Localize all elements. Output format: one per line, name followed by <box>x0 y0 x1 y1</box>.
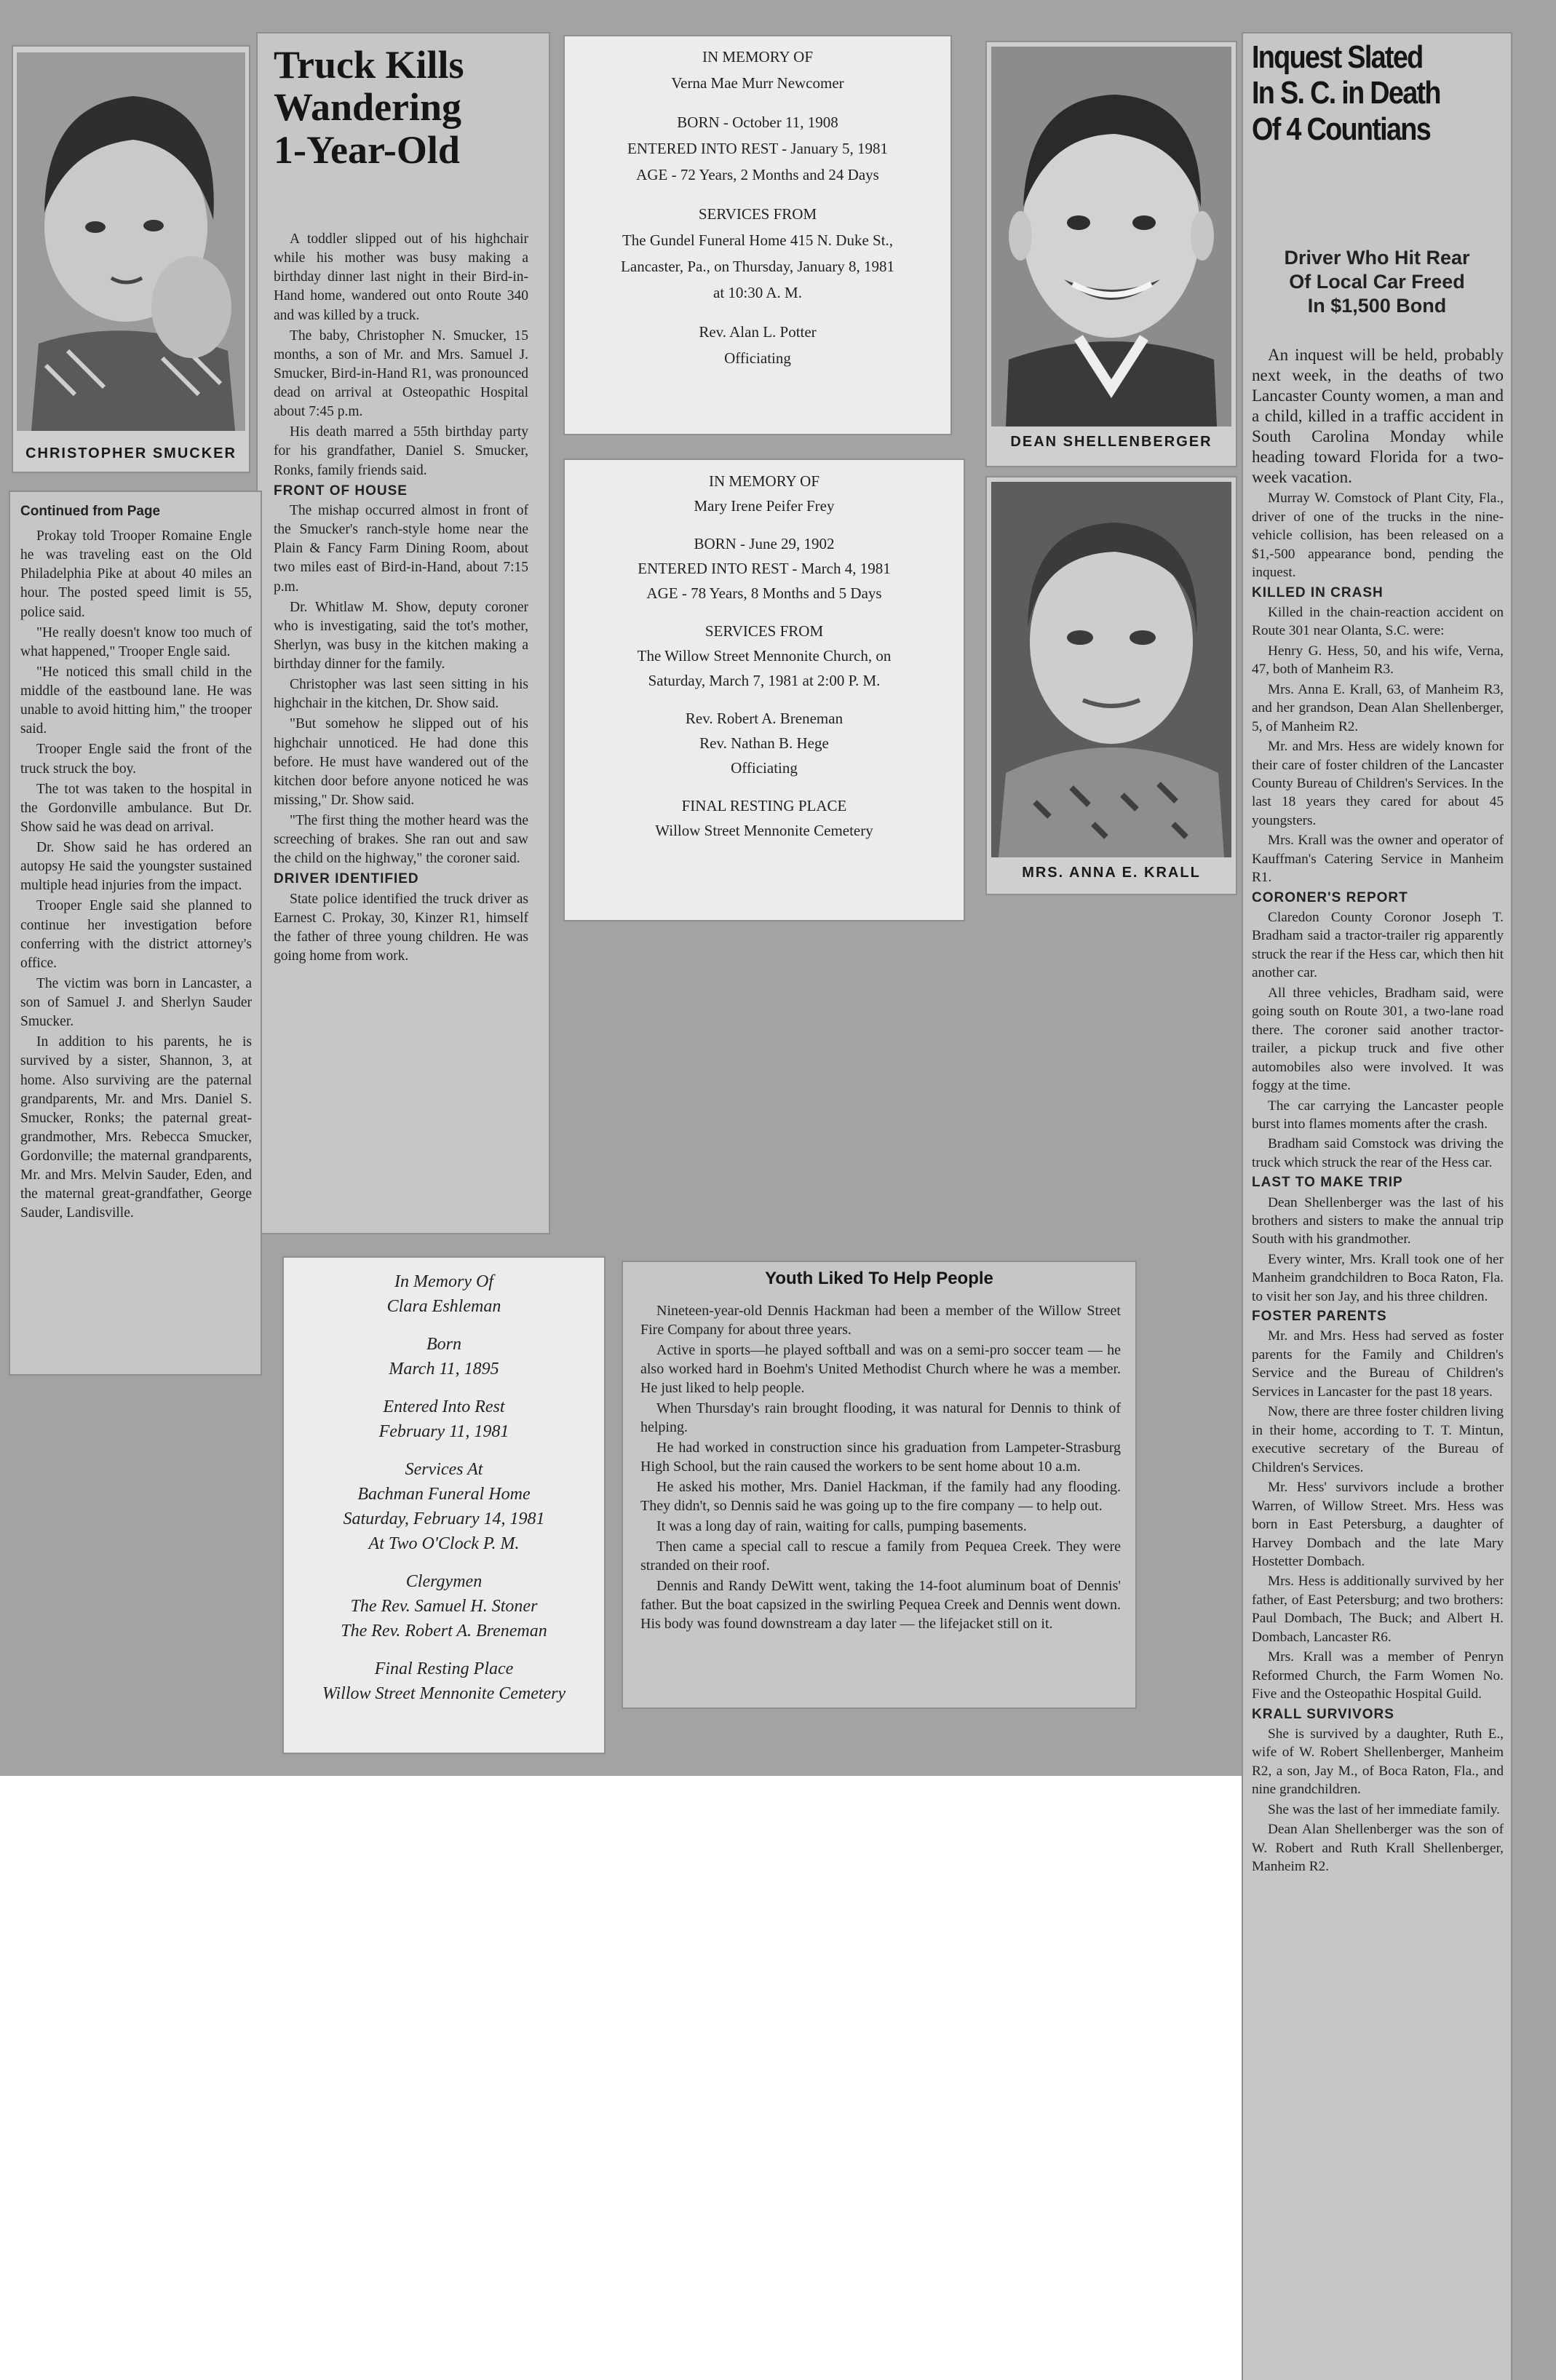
article-paragraph: Mr. and Mrs. Hess had served as foster parents for the Family and Children's Service and the Bureau of Children's Services in Lancaster for the past 18 years. <box>1252 1328 1504 1400</box>
article-paragraph: "He really doesn't know too much of what happened," Trooper Engle said. <box>20 624 252 659</box>
card-line: at 10:30 A. M. <box>713 284 802 301</box>
memorial-card-eshleman <box>284 1258 604 1753</box>
card-line: At Two O'Clock P. M. <box>368 1534 520 1553</box>
card-line: IN MEMORY OF <box>708 472 820 490</box>
card-line: March 11, 1895 <box>389 1360 499 1379</box>
smucker-photo-clipping <box>13 47 249 472</box>
article-paragraph: Mr. Hess' survivors include a brother Warren, of Willow Street. Mrs. Hess was born in East Petersburg, a daughter of Harvey Dombach and the late Mary Hostetter Dombach. <box>1252 1480 1504 1570</box>
article-paragraph: Henry G. Hess, 50, and his wife, Verna, 47, both of Manheim R3. <box>1252 643 1504 678</box>
section-subhead: LAST TO MAKE TRIP <box>1252 1175 1403 1191</box>
article-paragraph: All three vehicles, Bradham said, were going south on Route 301, a two-lane road there. The coroner said another tractor-trailer, a pickup truck and five other automobiles also were involved. It was foggy at the time. <box>1252 985 1504 1094</box>
card-spacer <box>284 1444 604 1457</box>
card-spacer <box>565 606 964 619</box>
inquest-article-subhead: Driver Who Hit Rear Of Local Car Freed In $1,500 Bond <box>1284 247 1470 317</box>
card-line: AGE - 72 Years, 2 Months and 24 Days <box>636 166 879 183</box>
truck-article-body <box>274 230 528 967</box>
card-line: Saturday, March 7, 1981 at 2:00 P. M. <box>648 672 881 689</box>
article-paragraph: Trooper Engle said she planned to continue her investigation before conferring with the district attorney's office. <box>20 898 252 971</box>
inquest-article-clipping <box>1243 33 1511 2380</box>
article-paragraph: When Thursday's rain brought flooding, it was natural for Dennis to think of helping. <box>640 1400 1121 1435</box>
card-line: Services At <box>405 1460 483 1479</box>
card-line: February 11, 1981 <box>378 1422 509 1441</box>
article-paragraph: Prokay told Trooper Romaine Engle he was traveling east on the Old Philadelphia Pike at about 40 miles an hour. The posted speed limit is 55, police said. <box>20 528 252 620</box>
article-paragraph: Bradham said Comstock was driving the truck which struck the rear of the Hess car. <box>1252 1136 1504 1170</box>
article-paragraph: Killed in the chain-reaction accident on Route 301 near Olanta, S.C. were: <box>1252 604 1504 639</box>
card-line: SERVICES FROM <box>698 205 817 223</box>
article-paragraph: Active in sports—he played softball and was on a semi-pro soccer team — he also worked hard in Boehm's United Methodist Church where he was a member. He just liked to help people. <box>640 1342 1121 1396</box>
article-paragraph: Mr. and Mrs. Hess are widely known for their care of foster children of the Lancaster County Bureau of Children's Services. In the last 18 years they cared for about 45 youngsters. <box>1252 739 1504 828</box>
card-line: Rev. Nathan B. Hege <box>699 734 829 752</box>
article-paragraph: The baby, Christopher N. Smucker, 15 months, a son of Mr. and Mrs. Samuel J. Smucker, Bird-in-Hand R1, was pronounced dead on arrival at Osteopathic Hospital about 7:45 p.m. <box>274 328 528 420</box>
smucker-portrait <box>17 52 245 431</box>
card-line: Born <box>426 1335 461 1354</box>
article-paragraph: Dean Shellenberger was the last of his brothers and sisters to make the annual trip South with his grandmother. <box>1252 1194 1504 1247</box>
card-line: Rev. Robert A. Breneman <box>685 710 844 727</box>
article-paragraph: His death marred a 55th birthday party for his grandfather, Daniel S. Smucker, Ronks, family friends said. <box>274 424 528 478</box>
memorial-card-frey-text <box>565 469 964 843</box>
article-paragraph: Claredon County Coronor Joseph T. Bradham said a tractor-trailer rig apparently struck the rear if the Hess car, which then hit another car. <box>1252 909 1504 981</box>
section-subhead: FOSTER PARENTS <box>1252 1309 1387 1325</box>
article-paragraph: The mishap occurred almost in front of the Smucker's ranch-style home near the Plain & Fancy Farm Dining Room, about two miles east of Bird-in-Hand, about 7:15 p.m. <box>274 503 528 595</box>
card-spacer <box>565 780 964 793</box>
card-line: FINAL RESTING PLACE <box>681 797 847 814</box>
card-line: Officiating <box>731 759 798 777</box>
card-line: Willow Street Mennonite Cemetery <box>322 1684 566 1703</box>
article-paragraph: Mrs. Krall was a member of Penryn Reformed Church, the Farm Women No. Five and the Osteopathic Hospital Guild. <box>1252 1649 1504 1702</box>
card-spacer <box>284 1381 604 1395</box>
truck-article-clipping <box>258 33 549 1233</box>
article-paragraph: It was a long day of rain, waiting for calls, pumping basements. <box>656 1518 1027 1534</box>
card-line: Final Resting Place <box>374 1659 514 1678</box>
card-line: In Memory Of <box>394 1272 493 1291</box>
card-line: IN MEMORY OF <box>702 48 814 66</box>
card-line: The Rev. Robert A. Breneman <box>341 1622 547 1641</box>
article-paragraph: Trooper Engle said the front of the truck struck the boy. <box>20 742 252 777</box>
truck-article-headline: Truck Kills Wandering 1-Year-Old <box>274 43 464 172</box>
article-paragraph: "But somehow he slipped out of his highchair unnoticed. He had done this before. He must have wandered out of the kitchen door before anyone noticed he was missing," Dr. Show said. <box>274 716 528 808</box>
section-subhead: FRONT OF HOUSE <box>274 483 408 499</box>
card-spacer <box>565 518 964 531</box>
article-paragraph: Now, there are three foster children living in their home, according to T. T. Mintun, executive secretary of the Bureau of Children's Services. <box>1252 1404 1504 1475</box>
article-paragraph: Mrs. Anna E. Krall, 63, of Manheim R3, and her grandson, Dean Alan Shellenberger, 5, of Manheim R2. <box>1252 681 1504 734</box>
card-line: Mary Irene Peifer Frey <box>694 497 835 515</box>
card-line: ENTERED INTO REST - March 4, 1981 <box>638 560 891 577</box>
article-paragraph: Dean Alan Shellenberger was the son of W. Robert and Ruth Krall Shellenberger, Manheim R2. <box>1252 1822 1504 1875</box>
card-line: BORN - June 29, 1902 <box>694 535 835 552</box>
youth-article-body <box>640 1301 1121 1635</box>
card-spacer <box>284 1556 604 1569</box>
card-spacer <box>284 1319 604 1332</box>
youth-article-clipping <box>623 1262 1135 1707</box>
article-paragraph: Mrs. Hess is additionally survived by her father, of East Petersburg; and two brothers: Paul Dombach, The Buck; and Albert H. Dombach, Lancaster R6. <box>1252 1574 1504 1645</box>
card-spacer <box>565 96 950 109</box>
article-paragraph: The tot was taken to the hospital in the Gordonville ambulance. But Dr. Show said he was dead on arrival. <box>20 781 252 835</box>
article-paragraph: He asked his mother, Mrs. Daniel Hackman, if the family had any flooding. They didn't, so Dennis said he was going up to the fire company — to help out. <box>640 1479 1121 1514</box>
krall-photo-caption: MRS. ANNA E. KRALL <box>1022 865 1201 881</box>
section-subhead: KILLED IN CRASH <box>1252 584 1384 600</box>
card-line: BORN - October 11, 1908 <box>677 114 838 131</box>
article-paragraph: Mrs. Krall was the owner and operator of Kauffman's Catering Service in Manheim R1. <box>1252 833 1504 886</box>
article-paragraph: He had worked in construction since his graduation from Lampeter-Strasburg High School, but the rain caused the workers to be sent home about 10 a.m. <box>640 1440 1121 1475</box>
dean-portrait <box>991 47 1231 427</box>
card-spacer <box>284 1643 604 1657</box>
card-line: ENTERED INTO REST - January 5, 1981 <box>627 140 888 157</box>
article-paragraph: Every winter, Mrs. Krall took one of her Manheim grandchildren to Boca Raton, Fla. to visit her son Jay, and his three children. <box>1252 1251 1504 1304</box>
truck-continued-body <box>20 527 252 1225</box>
card-line: The Gundel Funeral Home 415 N. Duke St., <box>622 231 894 249</box>
memorial-card-newcomer-text <box>565 44 950 371</box>
card-line: Bachman Funeral Home <box>357 1485 531 1504</box>
card-line: AGE - 78 Years, 8 Months and 5 Days <box>646 584 882 602</box>
article-paragraph: Nineteen-year-old Dennis Hackman had been a member of the Willow Street Fire Company for about three years. <box>640 1303 1121 1338</box>
article-paragraph: Dr. Show said he has ordered an autopsy He said the youngster sustained multiple head injuries from the impact. <box>20 840 252 894</box>
truck-continued-clipping <box>10 492 261 1374</box>
dean-photo-clipping <box>987 42 1236 466</box>
article-paragraph: Dennis and Randy DeWitt went, taking the 14-foot aluminum boat of Dennis' father. But the boat capsized in the swirling Pequea Creek and Dennis went down. His body was found downstream a day later — the lifejacket still on it. <box>640 1578 1121 1632</box>
article-paragraph: Dr. Whitlaw M. Show, deputy coroner who is investigating, said the tot's mother, Sherlyn, was busy in the kitchen making a birthday dinner for the family. <box>274 599 528 673</box>
continued-from-label: Continued from Page <box>20 504 161 519</box>
dean-photo-caption: DEAN SHELLENBERGER <box>1010 434 1212 450</box>
memorial-card-frey <box>565 460 964 920</box>
article-paragraph: "He noticed this small child in the middle of the eastbound lane. He was unable to avoid hitting him," the trooper said. <box>20 664 252 737</box>
card-line: The Willow Street Mennonite Church, on <box>637 647 892 665</box>
card-line: Entered Into Rest <box>383 1397 505 1416</box>
krall-photo-clipping <box>987 477 1236 894</box>
card-line: Willow Street Mennonite Cemetery <box>655 822 873 839</box>
card-line: The Rev. Samuel H. Stoner <box>350 1597 538 1616</box>
section-subhead: KRALL SURVIVORS <box>1252 1706 1394 1722</box>
card-line: Officiating <box>724 349 791 367</box>
inquest-article-headline: Inquest Slated In S. C. in Death Of 4 Countians <box>1252 39 1440 147</box>
article-paragraph: She was the last of her immediate family. <box>1268 1801 1500 1817</box>
article-paragraph: She is survived by a daughter, Ruth E., wife of W. Robert Shellenberger, Manheim R2, a son, Jay M., of Boca Raton, Fla., and nine grandchildren. <box>1252 1726 1504 1798</box>
youth-article-headline: Youth Liked To Help People <box>765 1269 993 1288</box>
toddler-portrait-image <box>17 52 245 431</box>
card-spacer <box>565 306 950 319</box>
section-subhead: CORONER'S REPORT <box>1252 889 1408 905</box>
article-paragraph: The car carrying the Lancaster people burst into flames moments after the crash. <box>1252 1098 1504 1133</box>
article-paragraph: The victim was born in Lancaster, a son of Samuel J. and Sherlyn Sauder Smucker. <box>20 975 252 1030</box>
section-subhead: DRIVER IDENTIFIED <box>274 871 419 887</box>
krall-portrait <box>991 482 1231 857</box>
article-paragraph: A toddler slipped out of his highchair while his mother was busy making a birthday dinner last night in their Bird-in-Hand home, wandered out onto Route 340 and was killed by a truck. <box>274 231 528 323</box>
smucker-photo-caption: CHRISTOPHER SMUCKER <box>25 445 237 461</box>
card-line: Clergymen <box>405 1572 483 1591</box>
article-paragraph: Christopher was last seen sitting in his highchair in the kitchen, Dr. Show said. <box>274 677 528 712</box>
memorial-card-eshleman-text <box>284 1269 604 1706</box>
memorial-card-newcomer <box>565 36 950 434</box>
card-line: SERVICES FROM <box>704 622 824 640</box>
lead-paragraph: An inquest will be held, probably next week, in the deaths of two Lancaster County women, a man and a child, killed in a traffic accident in South Carolina Monday while heading toward Florida for a two-week vacation. <box>1252 346 1504 487</box>
card-line: Lancaster, Pa., on Thursday, January 8, 1981 <box>621 258 894 275</box>
inquest-article-body <box>1252 345 1504 1878</box>
card-line: Verna Mae Murr Newcomer <box>671 74 844 92</box>
card-spacer <box>565 188 950 201</box>
article-paragraph: Murray W. Comstock of Plant City, Fla., driver of one of the trucks in the nine-vehicle collision, has been released on a $1,-500 appearance bond, pending the inquest. <box>1252 491 1504 581</box>
card-spacer <box>565 693 964 706</box>
card-line: Saturday, February 14, 1981 <box>343 1510 545 1528</box>
article-paragraph: Then came a special call to rescue a family from Pequea Creek. They were stranded on their roof. <box>640 1539 1121 1574</box>
card-line: Clara Eshleman <box>386 1297 501 1316</box>
article-paragraph: In addition to his parents, he is survived by a sister, Shannon, 3, at home. Also surviving are the paternal grandparents, Mr. and Mrs. Daniel S. Smucker, Ronks; the paternal great-grandmother, Mrs. Rebecca Smucker, Gordonville; the maternal grandparents, Mr. and Mrs. Melvin Sauder, Eden, and the maternal great-grandfather, George Sauder, Landisville. <box>20 1034 252 1221</box>
article-paragraph: "The first thing the mother heard was the screeching of brakes. She ran out and saw the child on the highway," the coroner said. <box>274 813 528 867</box>
card-line: Rev. Alan L. Potter <box>699 323 817 341</box>
woman-portrait-image <box>991 482 1231 857</box>
boy-portrait-image <box>991 47 1231 427</box>
article-paragraph: State police identified the truck driver as Earnest C. Prokay, 30, Kinzer R1, himself the father of three young children. He was going home from work. <box>274 891 528 964</box>
